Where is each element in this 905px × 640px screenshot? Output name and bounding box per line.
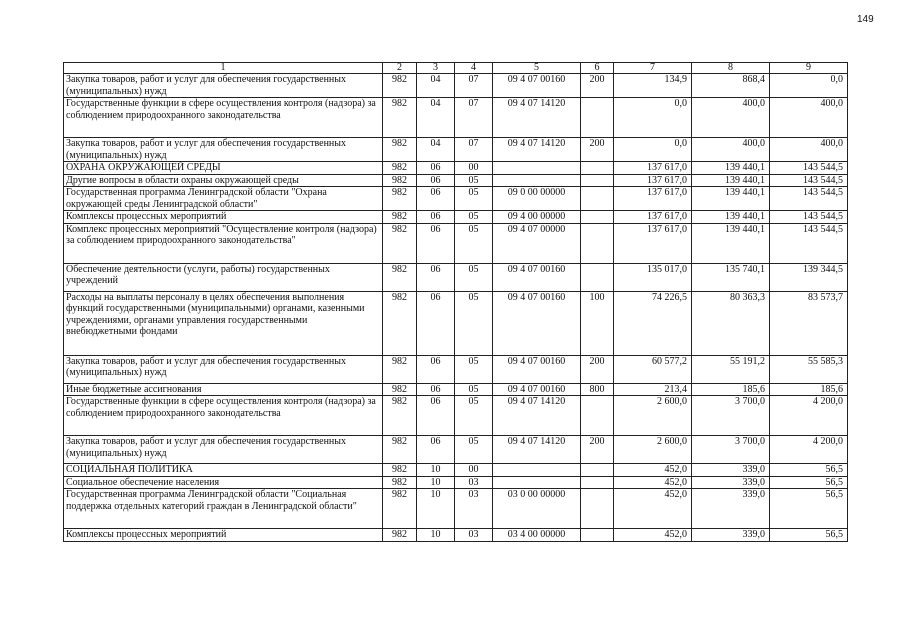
- item-name: Государственная программа Ленинградской области "Охрана окружающей среды Ленинградской области": [64, 187, 383, 211]
- subsection-code: 03: [455, 529, 493, 542]
- amount-year-2: 3 700,0: [692, 436, 770, 464]
- target-article: 03 4 00 00000: [493, 529, 581, 542]
- table-row: [64, 396, 848, 436]
- item-name: Государственные функции в сфере осуществления контроля (надзора) за соблюдением природоохранного законодательства: [64, 98, 383, 138]
- item-name: Обеспечение деятельности (услуги, работы) государственных учреждений: [64, 263, 383, 291]
- amount-year-3: 143 544,5: [770, 223, 848, 263]
- amount-year-2: 339,0: [692, 529, 770, 542]
- header-row: [64, 63, 848, 74]
- amount-year-2: 400,0: [692, 138, 770, 162]
- ministry-code: 982: [383, 74, 417, 98]
- table-body: [64, 63, 848, 542]
- column-header: 4: [455, 63, 493, 74]
- amount-year-1: 74 226,5: [614, 291, 692, 355]
- item-name: Государственная программа Ленинградской области "Социальная поддержка отдельных категорий граждан в Ленинградской области": [64, 489, 383, 529]
- table-row: [64, 355, 848, 383]
- amount-year-3: 400,0: [770, 98, 848, 138]
- subsection-code: 05: [455, 383, 493, 396]
- table-row: [64, 98, 848, 138]
- subsection-code: 05: [455, 187, 493, 211]
- ministry-code: 982: [383, 162, 417, 175]
- amount-year-2: 400,0: [692, 98, 770, 138]
- item-name: Комплексы процессных мероприятий: [64, 529, 383, 542]
- item-name: Комплексы процессных мероприятий: [64, 211, 383, 224]
- target-article: [493, 464, 581, 477]
- expense-type: 200: [581, 436, 614, 464]
- amount-year-2: 80 363,3: [692, 291, 770, 355]
- table-row: [64, 489, 848, 529]
- expense-type: 200: [581, 74, 614, 98]
- amount-year-1: 135 017,0: [614, 263, 692, 291]
- table-row: [64, 211, 848, 224]
- column-header: 8: [692, 63, 770, 74]
- target-article: 09 4 07 00000: [493, 223, 581, 263]
- amount-year-1: 2 600,0: [614, 396, 692, 436]
- column-header: 6: [581, 63, 614, 74]
- table-row: [64, 464, 848, 477]
- ministry-code: 982: [383, 529, 417, 542]
- target-article: 09 4 07 14120: [493, 436, 581, 464]
- amount-year-1: 137 617,0: [614, 174, 692, 187]
- expense-type: 200: [581, 355, 614, 383]
- table-row: [64, 529, 848, 542]
- amount-year-2: 868,4: [692, 74, 770, 98]
- amount-year-2: 139 440,1: [692, 174, 770, 187]
- expense-type: [581, 211, 614, 224]
- subsection-code: 05: [455, 174, 493, 187]
- section-code: 06: [417, 383, 455, 396]
- section-code: 06: [417, 436, 455, 464]
- subsection-code: 05: [455, 396, 493, 436]
- ministry-code: 982: [383, 291, 417, 355]
- section-code: 04: [417, 138, 455, 162]
- item-name: Иные бюджетные ассигнования: [64, 383, 383, 396]
- target-article: 09 4 07 00160: [493, 291, 581, 355]
- ministry-code: 982: [383, 489, 417, 529]
- subsection-code: 05: [455, 291, 493, 355]
- section-code: 06: [417, 187, 455, 211]
- target-article: 03 0 00 00000: [493, 489, 581, 529]
- subsection-code: 03: [455, 476, 493, 489]
- expense-type: [581, 396, 614, 436]
- amount-year-1: 60 577,2: [614, 355, 692, 383]
- column-header: 1: [64, 63, 383, 74]
- amount-year-3: 55 585,3: [770, 355, 848, 383]
- amount-year-2: 339,0: [692, 464, 770, 477]
- amount-year-3: 83 573,7: [770, 291, 848, 355]
- section-code: 10: [417, 489, 455, 529]
- section-code: 06: [417, 162, 455, 175]
- budget-table: [63, 62, 848, 542]
- section-code: 06: [417, 355, 455, 383]
- ministry-code: 982: [383, 98, 417, 138]
- subsection-code: 03: [455, 489, 493, 529]
- target-article: 09 4 07 14120: [493, 396, 581, 436]
- section-code: 04: [417, 74, 455, 98]
- ministry-code: 982: [383, 476, 417, 489]
- column-header: 5: [493, 63, 581, 74]
- table-row: [64, 138, 848, 162]
- table-row: [64, 263, 848, 291]
- expense-type: [581, 162, 614, 175]
- column-header: 7: [614, 63, 692, 74]
- amount-year-1: 137 617,0: [614, 187, 692, 211]
- ministry-code: 982: [383, 436, 417, 464]
- column-header: 2: [383, 63, 417, 74]
- amount-year-3: 143 544,5: [770, 162, 848, 175]
- section-code: 06: [417, 211, 455, 224]
- target-article: 09 4 07 00160: [493, 74, 581, 98]
- item-name: Закупка товаров, работ и услуг для обеспечения государственных (муниципальных) нужд: [64, 436, 383, 464]
- item-name: Закупка товаров, работ и услуг для обеспечения государственных (муниципальных) нужд: [64, 138, 383, 162]
- ministry-code: 982: [383, 464, 417, 477]
- subsection-code: 05: [455, 436, 493, 464]
- expense-type: [581, 174, 614, 187]
- column-header: 9: [770, 63, 848, 74]
- table-row: [64, 476, 848, 489]
- table-row: [64, 74, 848, 98]
- amount-year-3: 400,0: [770, 138, 848, 162]
- table-row: [64, 223, 848, 263]
- table-row: [64, 162, 848, 175]
- ministry-code: 982: [383, 138, 417, 162]
- target-article: 09 4 07 00160: [493, 263, 581, 291]
- target-article: 09 4 07 00160: [493, 355, 581, 383]
- amount-year-1: 137 617,0: [614, 162, 692, 175]
- subsection-code: 00: [455, 162, 493, 175]
- section-code: 06: [417, 174, 455, 187]
- section-code: 10: [417, 529, 455, 542]
- amount-year-1: 0,0: [614, 98, 692, 138]
- target-article: 09 0 00 00000: [493, 187, 581, 211]
- amount-year-3: 56,5: [770, 464, 848, 477]
- amount-year-1: 0,0: [614, 138, 692, 162]
- ministry-code: 982: [383, 383, 417, 396]
- target-article: [493, 174, 581, 187]
- section-code: 10: [417, 476, 455, 489]
- subsection-code: 07: [455, 98, 493, 138]
- amount-year-2: 339,0: [692, 476, 770, 489]
- amount-year-2: 135 740,1: [692, 263, 770, 291]
- subsection-code: 05: [455, 211, 493, 224]
- expense-type: 800: [581, 383, 614, 396]
- expense-type: [581, 223, 614, 263]
- amount-year-1: 137 617,0: [614, 223, 692, 263]
- amount-year-1: 452,0: [614, 529, 692, 542]
- amount-year-2: 139 440,1: [692, 162, 770, 175]
- item-name: Государственные функции в сфере осуществления контроля (надзора) за соблюдением природоохранного законодательства: [64, 396, 383, 436]
- item-name: Закупка товаров, работ и услуг для обеспечения государственных (муниципальных) нужд: [64, 74, 383, 98]
- amount-year-1: 452,0: [614, 476, 692, 489]
- page-number: 149: [857, 14, 874, 25]
- amount-year-3: 143 544,5: [770, 174, 848, 187]
- table-row: [64, 383, 848, 396]
- amount-year-2: 339,0: [692, 489, 770, 529]
- ministry-code: 982: [383, 396, 417, 436]
- amount-year-2: 55 191,2: [692, 355, 770, 383]
- item-name: Расходы на выплаты персоналу в целях обеспечения выполнения функций государственными (муниципальными) органами, казенными учреждениями, органами управления государственными внебюджетными фондами: [64, 291, 383, 355]
- table-row: [64, 436, 848, 464]
- subsection-code: 05: [455, 223, 493, 263]
- item-name: Закупка товаров, работ и услуг для обеспечения государственных (муниципальных) нужд: [64, 355, 383, 383]
- amount-year-3: 143 544,5: [770, 187, 848, 211]
- item-name: СОЦИАЛЬНАЯ ПОЛИТИКА: [64, 464, 383, 477]
- ministry-code: 982: [383, 355, 417, 383]
- amount-year-1: 2 600,0: [614, 436, 692, 464]
- expense-type: 100: [581, 291, 614, 355]
- amount-year-3: 143 544,5: [770, 211, 848, 224]
- amount-year-3: 0,0: [770, 74, 848, 98]
- subsection-code: 05: [455, 263, 493, 291]
- amount-year-3: 56,5: [770, 529, 848, 542]
- ministry-code: 982: [383, 174, 417, 187]
- target-article: 09 4 00 00000: [493, 211, 581, 224]
- expense-type: 200: [581, 138, 614, 162]
- amount-year-1: 134,9: [614, 74, 692, 98]
- amount-year-2: 139 440,1: [692, 187, 770, 211]
- expense-type: [581, 529, 614, 542]
- ministry-code: 982: [383, 211, 417, 224]
- expense-type: [581, 263, 614, 291]
- expense-type: [581, 489, 614, 529]
- table-row: [64, 291, 848, 355]
- section-code: 04: [417, 98, 455, 138]
- amount-year-1: 452,0: [614, 464, 692, 477]
- table-row: [64, 187, 848, 211]
- item-name: Социальное обеспечение населения: [64, 476, 383, 489]
- expense-type: [581, 187, 614, 211]
- ministry-code: 982: [383, 223, 417, 263]
- expense-type: [581, 98, 614, 138]
- amount-year-3: 4 200,0: [770, 396, 848, 436]
- subsection-code: 07: [455, 138, 493, 162]
- subsection-code: 07: [455, 74, 493, 98]
- expense-type: [581, 464, 614, 477]
- amount-year-2: 185,6: [692, 383, 770, 396]
- amount-year-2: 139 440,1: [692, 223, 770, 263]
- amount-year-3: 56,5: [770, 489, 848, 529]
- target-article: [493, 476, 581, 489]
- section-code: 06: [417, 396, 455, 436]
- section-code: 06: [417, 263, 455, 291]
- amount-year-2: 3 700,0: [692, 396, 770, 436]
- expense-type: [581, 476, 614, 489]
- subsection-code: 00: [455, 464, 493, 477]
- column-header: 3: [417, 63, 455, 74]
- amount-year-2: 139 440,1: [692, 211, 770, 224]
- target-article: 09 4 07 00160: [493, 383, 581, 396]
- table-row: [64, 174, 848, 187]
- target-article: [493, 162, 581, 175]
- amount-year-1: 452,0: [614, 489, 692, 529]
- ministry-code: 982: [383, 187, 417, 211]
- amount-year-3: 56,5: [770, 476, 848, 489]
- target-article: 09 4 07 14120: [493, 138, 581, 162]
- amount-year-3: 139 344,5: [770, 263, 848, 291]
- item-name: Комплекс процессных мероприятий "Осуществление контроля (надзора) за соблюдением природоохранного законодательства": [64, 223, 383, 263]
- amount-year-1: 137 617,0: [614, 211, 692, 224]
- target-article: 09 4 07 14120: [493, 98, 581, 138]
- amount-year-3: 4 200,0: [770, 436, 848, 464]
- amount-year-1: 213,4: [614, 383, 692, 396]
- section-code: 06: [417, 291, 455, 355]
- section-code: 06: [417, 223, 455, 263]
- ministry-code: 982: [383, 263, 417, 291]
- item-name: ОХРАНА ОКРУЖАЮЩЕЙ СРЕДЫ: [64, 162, 383, 175]
- item-name: Другие вопросы в области охраны окружающей среды: [64, 174, 383, 187]
- amount-year-3: 185,6: [770, 383, 848, 396]
- section-code: 10: [417, 464, 455, 477]
- subsection-code: 05: [455, 355, 493, 383]
